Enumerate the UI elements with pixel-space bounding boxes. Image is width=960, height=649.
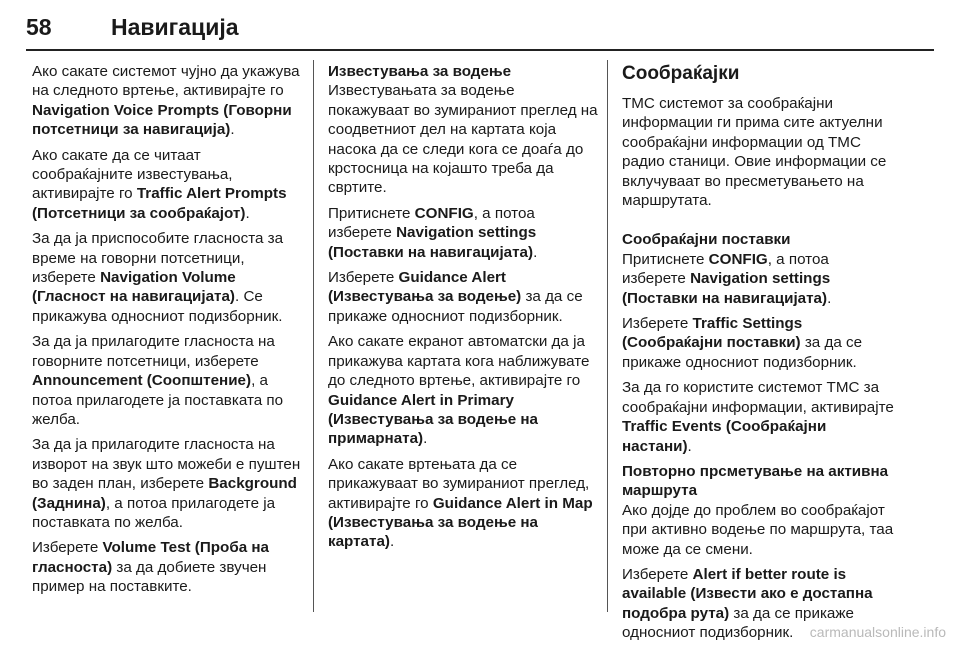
page-header — [26, 14, 934, 48]
paragraph-config-nav-settings: Притиснете CONFIG, а потоа изберете Navigation settings (Поставки на навигацијата). — [328, 204, 538, 261]
option-traffic-alert-prompts: Traffic Alert Prompts (Потсетници за сообраќајот) — [32, 185, 287, 222]
option-traffic-settings: Traffic Settings (Сообраќајни поставки) — [622, 315, 803, 352]
subheading-traffic-settings: Сообраќајни поставки — [622, 231, 791, 249]
key-config: CONFIG — [414, 204, 474, 222]
paragraph-announcement: За да ја прилагодите гласноста на говорните потсетници, изберете Announcement (Соопштение), а потоа прилагодете ја поставката по желба. — [32, 333, 284, 428]
column-3 — [622, 62, 894, 649]
column-divider-2 — [607, 60, 608, 612]
option-navigation-settings: Navigation settings (Поставки на навигацијата) — [622, 270, 831, 307]
section-heading-traffic: Сообраќајки — [622, 63, 740, 84]
option-announcement: Announcement (Соопштение) — [32, 372, 252, 390]
paragraph-traffic-alert-prompts: Ако сакате да се читаат сообраќајните известувања, активирајте го Traffic Alert Prompts (Потсетници за сообраќајот). — [32, 146, 287, 222]
paragraph-navigation-volume: За да ја приспособите гласноста за време на говорни потсетници, изберете Navigation Volume (Гласност на навигацијата). Се прикажува односниот подизборник. — [32, 230, 284, 325]
paragraph-traffic-settings: Изберете Traffic Settings (Сообраќајни поставки) за да се прикаже односниот подизборник. — [622, 315, 863, 371]
paragraph-config-nav-settings-2: Притиснете CONFIG, а потоа изберете Navigation settings (Поставки на навигацијата). — [622, 250, 832, 307]
option-volume-test: Volume Test (Проба на гласноста) — [32, 539, 269, 576]
paragraph-better-route: Изберете Alert if better route is available (Извести ако е достапна подобра рута) за да се прикаже односниот подизборник. — [622, 565, 873, 642]
column-2 — [328, 62, 600, 558]
paragraph-guidance-alert-primary: Ако сакате екранот автоматски да ја прикажува картата кога наближувате до следното вртење, активирајте го Guidance Alert in Primary (Известувања за водење на примарната). — [328, 333, 590, 448]
section-heading-guidance-alerts: Известувања за водење — [328, 63, 512, 80]
paragraph-guidance-alert: Изберете Guidance Alert (Известувања за водење) за да се прикаже односниот подизборник. — [328, 269, 583, 325]
paragraph-voice-prompts: Ако сакате системот чујно да укажува на следното вртење, активирајте го Navigation Voice Prompts (Говорни потсетници за навигација). — [32, 63, 300, 139]
page-number: 58 — [26, 14, 52, 40]
option-guidance-alert: Guidance Alert (Известувања за водење) — [328, 269, 522, 306]
subheading-reroute: Повторно прсметување на активна маршрута — [622, 462, 889, 500]
spacer — [622, 216, 894, 230]
paragraph-volume-test: Изберете Volume Test (Проба на гласноста) за да добиете звучен пример на поставките. — [32, 539, 269, 596]
paragraph-tmc-intro: TMC системот за сообраќајни информации ги прима сите актуелни сообраќајни информации од TMC радио станици. Овие информации се вклучуваат во пресметувањето на маршрутата. — [622, 95, 887, 210]
option-navigation-settings: Navigation settings (Поставки на навигацијата) — [328, 224, 537, 261]
header-rule — [26, 49, 934, 51]
paragraph-guidance-intro: Известувањата за водење покажуваат во зумираниот преглед на соодветниот дел на картата која насока да се следи кога се доаѓа до крстосница на којашто треба да свртите. — [328, 82, 598, 197]
option-guidance-alert-primary: Guidance Alert in Primary (Известувања за водење на примарната) — [328, 391, 538, 448]
option-navigation-voice-prompts: Navigation Voice Prompts (Говорни потсетници за навигација) — [32, 101, 292, 139]
column-1 — [32, 62, 304, 603]
column-divider-1 — [313, 60, 314, 612]
paragraph-background: За да ја прилагодите гласноста на изворот на звук што можеби е пуштен во заден план, изберете Background (Заднина), а потоа прилагодете ја поставката по желба. — [32, 436, 301, 531]
option-better-route: Alert if better route is available (Извести ако е достапна подобра рута) — [622, 565, 873, 622]
option-navigation-volume: Navigation Volume (Гласност на навигацијата) — [32, 269, 236, 306]
option-background: Background (Заднина) — [32, 475, 297, 512]
page-title: Навигација — [111, 14, 239, 40]
option-guidance-alert-map: Guidance Alert in Map (Известувања за водење на картата) — [328, 494, 593, 551]
key-config: CONFIG — [708, 250, 768, 268]
paragraph-guidance-alert-map: Ако сакате вртењата да се прикажуваат во зумираниот преглед, активирајте го Guidance Alert in Map (Известувања за водење на картата). — [328, 455, 593, 551]
watermark: carmanualsonline.info — [809, 624, 946, 640]
paragraph-reroute-intro: Ако дојде до проблем во сообраќајот при активно водење по маршрута, таа може да се смени. — [622, 501, 894, 558]
paragraph-traffic-events: За да го користите системот TMC за сообраќајни информации, активирајте Traffic Events (Сообраќајни настани). — [622, 379, 894, 455]
option-traffic-events: Traffic Events (Сообраќајни настани) — [622, 418, 827, 455]
